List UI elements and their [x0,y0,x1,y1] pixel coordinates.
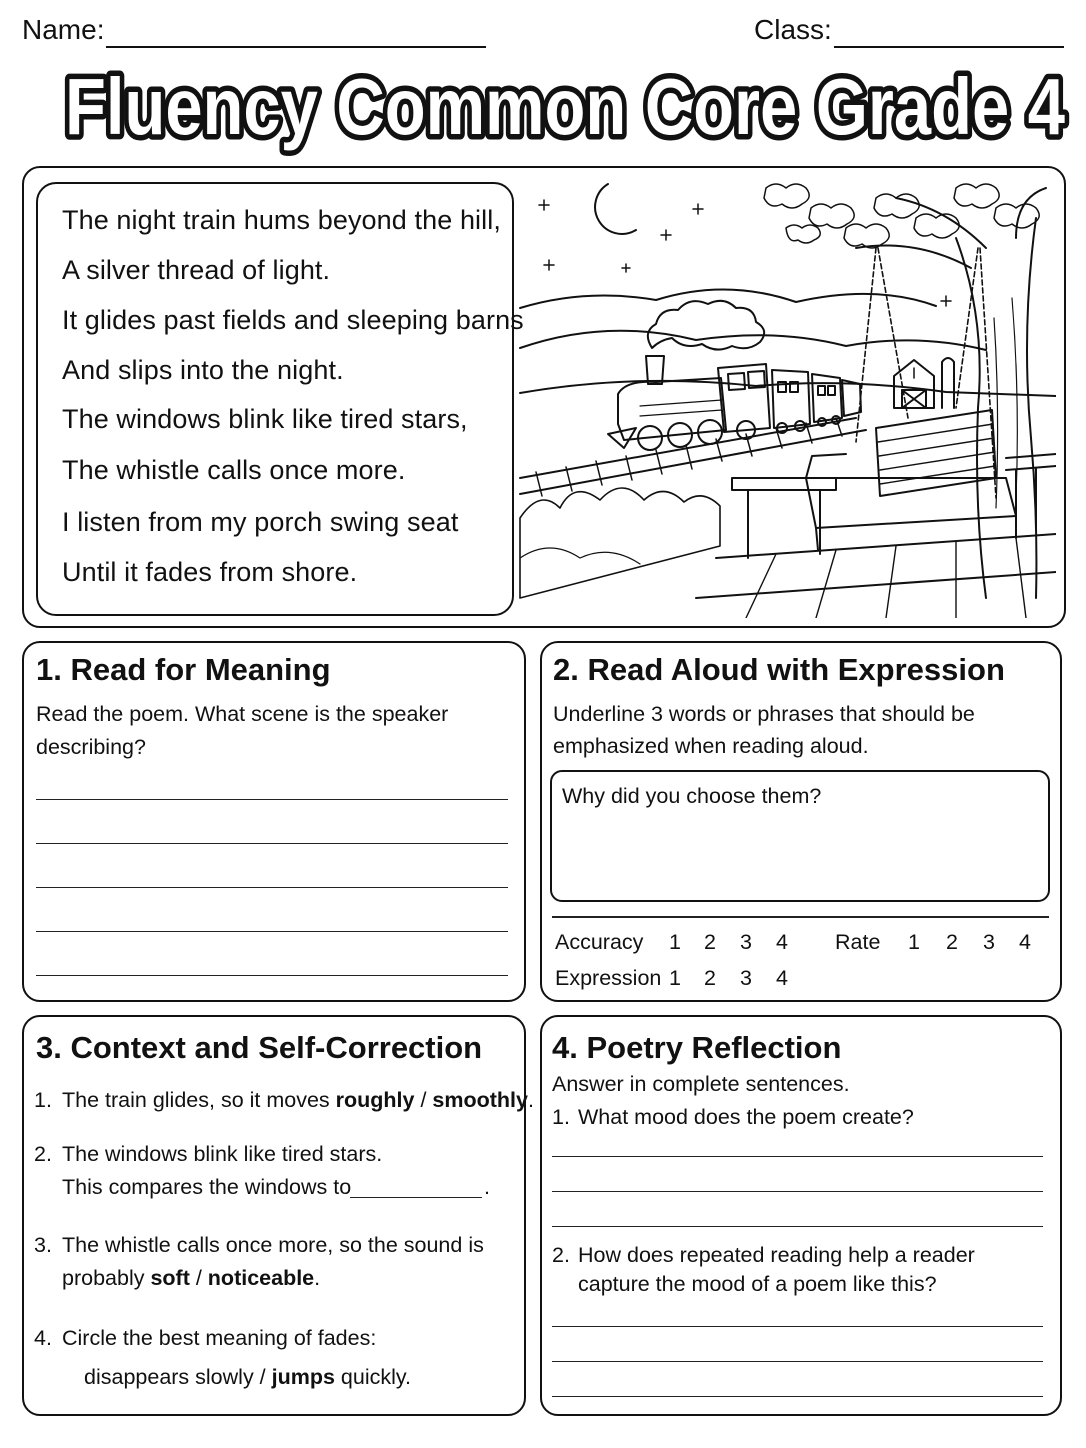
poem-line-3: It glides past fields and sleeping barns [62,305,524,335]
question-number: 4. [34,1326,52,1350]
accuracy-score-1[interactable]: 1 [669,930,681,954]
expression-score-2[interactable]: 2 [704,966,716,990]
option-jumps-quickly[interactable]: jumps quickly. [271,1365,412,1389]
rate-score-2[interactable]: 2 [946,930,958,954]
poem-line-1: The night train hums beyond the hill, [62,205,501,235]
read-for-meaning-panel [22,641,526,1002]
locomotive-icon [608,356,770,450]
context-self-correction-panel [22,1015,526,1416]
section-2-prompt-line-2: emphasized when reading aloud. [553,734,869,758]
section-4-title: 4. Poetry Reflection [552,1030,842,1065]
poem-text-box [36,182,514,616]
rate-score-3[interactable]: 3 [983,930,995,954]
section-2-title: 2. Read Aloud with Expression [553,652,1005,687]
option-roughly[interactable]: roughly [335,1088,415,1112]
question-2-end: . [484,1175,490,1199]
poem-line-6: The whistle calls once more. [62,455,406,485]
expression-score-3[interactable]: 3 [740,966,752,990]
score-divider [552,916,1049,918]
answer-line[interactable] [36,975,508,976]
question-1-text: The train glides, so it moves roughly / smoothly. [62,1088,534,1112]
answer-line[interactable] [552,1326,1043,1327]
moon-icon [595,184,636,234]
accuracy-score-3[interactable]: 3 [740,930,752,954]
name-label: Name: [22,14,105,45]
answer-line[interactable] [552,1191,1043,1192]
answer-line[interactable] [36,887,508,888]
poem-line-5: The windows blink like tired stars, [62,404,468,434]
question-number: 2. [34,1142,52,1166]
answer-line[interactable] [36,799,508,800]
fill-in-blank[interactable] [350,1197,482,1198]
class-label: Class: [754,14,832,45]
expression-label: Expression [555,966,662,990]
expression-score-1[interactable]: 1 [669,966,681,990]
night-train-porch-swing-illustration [516,178,1056,618]
answer-line[interactable] [36,931,508,932]
train-car-icon [772,370,861,433]
question-number: 3. [34,1233,52,1257]
answer-line[interactable] [552,1361,1043,1362]
rate-label: Rate [835,930,881,954]
question-4-options: disappears slowly / jumps quickly. [84,1365,412,1389]
poem-line-8: Until it fades from shore. [62,557,358,587]
worksheet-title-text: Fluency Common Core Grade 4 [65,62,1066,151]
rate-score-1[interactable]: 1 [908,930,920,954]
question-2-line-1: The windows blink like tired stars. [62,1142,383,1166]
question-4-line-1: Circle the best meaning of fades: [62,1326,377,1350]
section-4-instructions: Answer in complete sentences. [552,1072,850,1096]
section-2-prompt-line-1: Underline 3 words or phrases that should be [553,702,975,726]
poem-line-4: And slips into the night. [62,355,344,385]
section-3-title: 3. Context and Self-Correction [36,1030,483,1065]
question-3-line-1: The whistle calls once more, so the sound is [62,1233,484,1257]
accuracy-score-4[interactable]: 4 [776,930,788,954]
reflection-question-2-line-1: How does repeated reading help a reader [578,1243,975,1267]
class-field[interactable] [834,46,1064,48]
option-disappears-slowly[interactable]: disappears slowly [84,1365,254,1389]
answer-line[interactable] [552,1226,1043,1227]
question-number: 1. [34,1088,52,1112]
section-1-prompt-line-2: describing? [36,735,146,759]
question-2-line-2: This compares the windows to [62,1175,352,1199]
barn-icon [894,358,954,408]
worksheet-title [60,56,1070,156]
why-prompt: Why did you choose them? [562,784,822,808]
question-3-line-2: probably soft / noticeable. [62,1266,321,1290]
reflection-question-1: What mood does the poem create? [578,1105,914,1129]
accuracy-label: Accuracy [555,930,644,954]
option-smoothly[interactable]: smoothly [432,1088,528,1112]
answer-line[interactable] [552,1156,1043,1157]
reflection-question-2-line-2: capture the mood of a poem like this? [578,1272,937,1296]
section-1-prompt-line-1: Read the poem. What scene is the speaker [36,702,449,726]
poem-line-7: I listen from my porch swing seat [62,507,459,537]
answer-line[interactable] [36,843,508,844]
section-1-title: 1. Read for Meaning [36,652,331,687]
poem-line-2: A silver thread of light. [62,255,331,285]
question-number: 2. [552,1243,570,1267]
porch-swing-icon [806,410,1016,550]
option-noticeable[interactable]: noticeable [207,1266,315,1290]
answer-line[interactable] [552,1396,1043,1397]
expression-score-4[interactable]: 4 [776,966,788,990]
question-number: 1. [552,1105,570,1129]
option-soft[interactable]: soft [150,1266,190,1290]
rate-score-4[interactable]: 4 [1019,930,1031,954]
accuracy-score-2[interactable]: 2 [704,930,716,954]
name-field[interactable] [106,46,486,48]
